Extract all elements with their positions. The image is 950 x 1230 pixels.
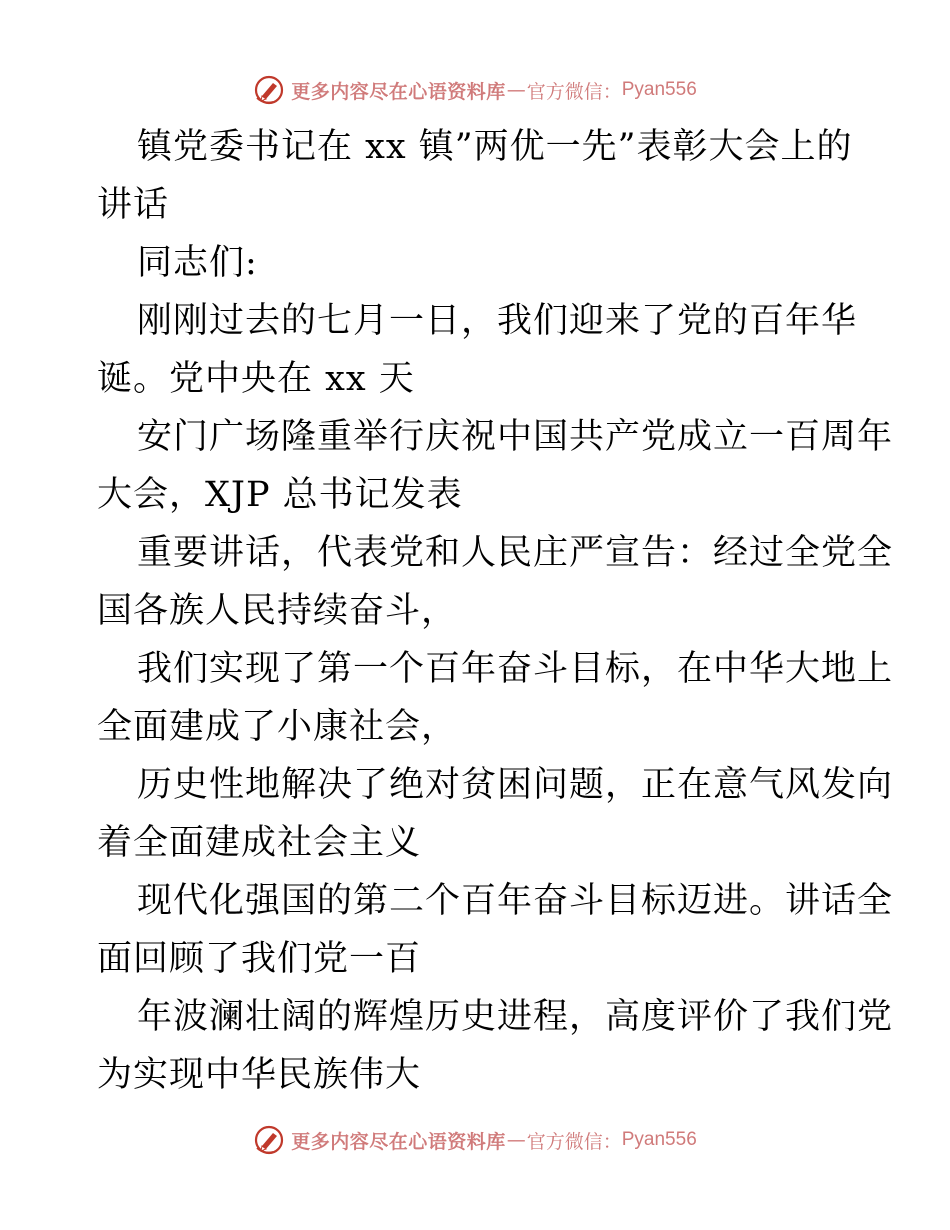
document-line: 年波澜壮阔的辉煌历史进程，高度评价了我们党 xyxy=(137,997,894,1037)
document-line: 讲话 xyxy=(97,185,170,225)
document-line: 安门广场隆重举行庆祝中国共产党成立一百周年 xyxy=(137,417,894,457)
document-line: 着全面建成社会主义 xyxy=(97,823,422,863)
banner-wechat-account: Pyan556 xyxy=(621,79,697,100)
document-line: 历史性地解决了绝对贫困问题，正在意气风发向 xyxy=(137,765,894,805)
document-line: 为实现中华民族伟大 xyxy=(97,1055,422,1095)
document-line: 现代化强国的第二个百年奋斗目标迈进。讲话全 xyxy=(137,881,894,921)
document-body xyxy=(97,118,894,1104)
document-line: 我们实现了第一个百年奋斗目标，在中华大地上 xyxy=(137,649,894,689)
document-line: 面回顾了我们党一百 xyxy=(97,939,422,979)
document-line: 诞。党中央在 xx 天 xyxy=(97,359,415,399)
banner-wechat-label: 官方微信： xyxy=(526,80,622,103)
banner-wechat-label: 官方微信： xyxy=(526,1130,622,1153)
document-line: 刚刚过去的七月一日，我们迎来了党的百年华 xyxy=(137,301,858,341)
document-line: 大会，XJP 总书记发表 xyxy=(97,475,463,515)
banner-site-text: 更多内容尽在心语资料库 xyxy=(291,1130,506,1153)
banner-site-text: 更多内容尽在心语资料库 xyxy=(291,80,506,103)
document-line: 重要讲话，代表党和人民庄严宣告：经过全党全 xyxy=(137,533,894,573)
footer-banner xyxy=(0,1120,950,1160)
document-line: 镇党委书记在 xx 镇”两优一先”表彰大会上的 xyxy=(137,127,853,167)
document-line: 国各族人民持续奋斗， xyxy=(97,591,458,631)
document-line: 同志们: xyxy=(137,243,258,283)
pen-logo-icon xyxy=(253,74,285,106)
document-line: 全面建成了小康社会， xyxy=(97,707,458,747)
pen-logo-icon xyxy=(253,1124,285,1156)
banner-wechat-account: Pyan556 xyxy=(621,1129,697,1150)
header-banner xyxy=(0,70,950,110)
banner-separator: — xyxy=(506,79,526,101)
banner-separator: — xyxy=(506,1129,526,1151)
